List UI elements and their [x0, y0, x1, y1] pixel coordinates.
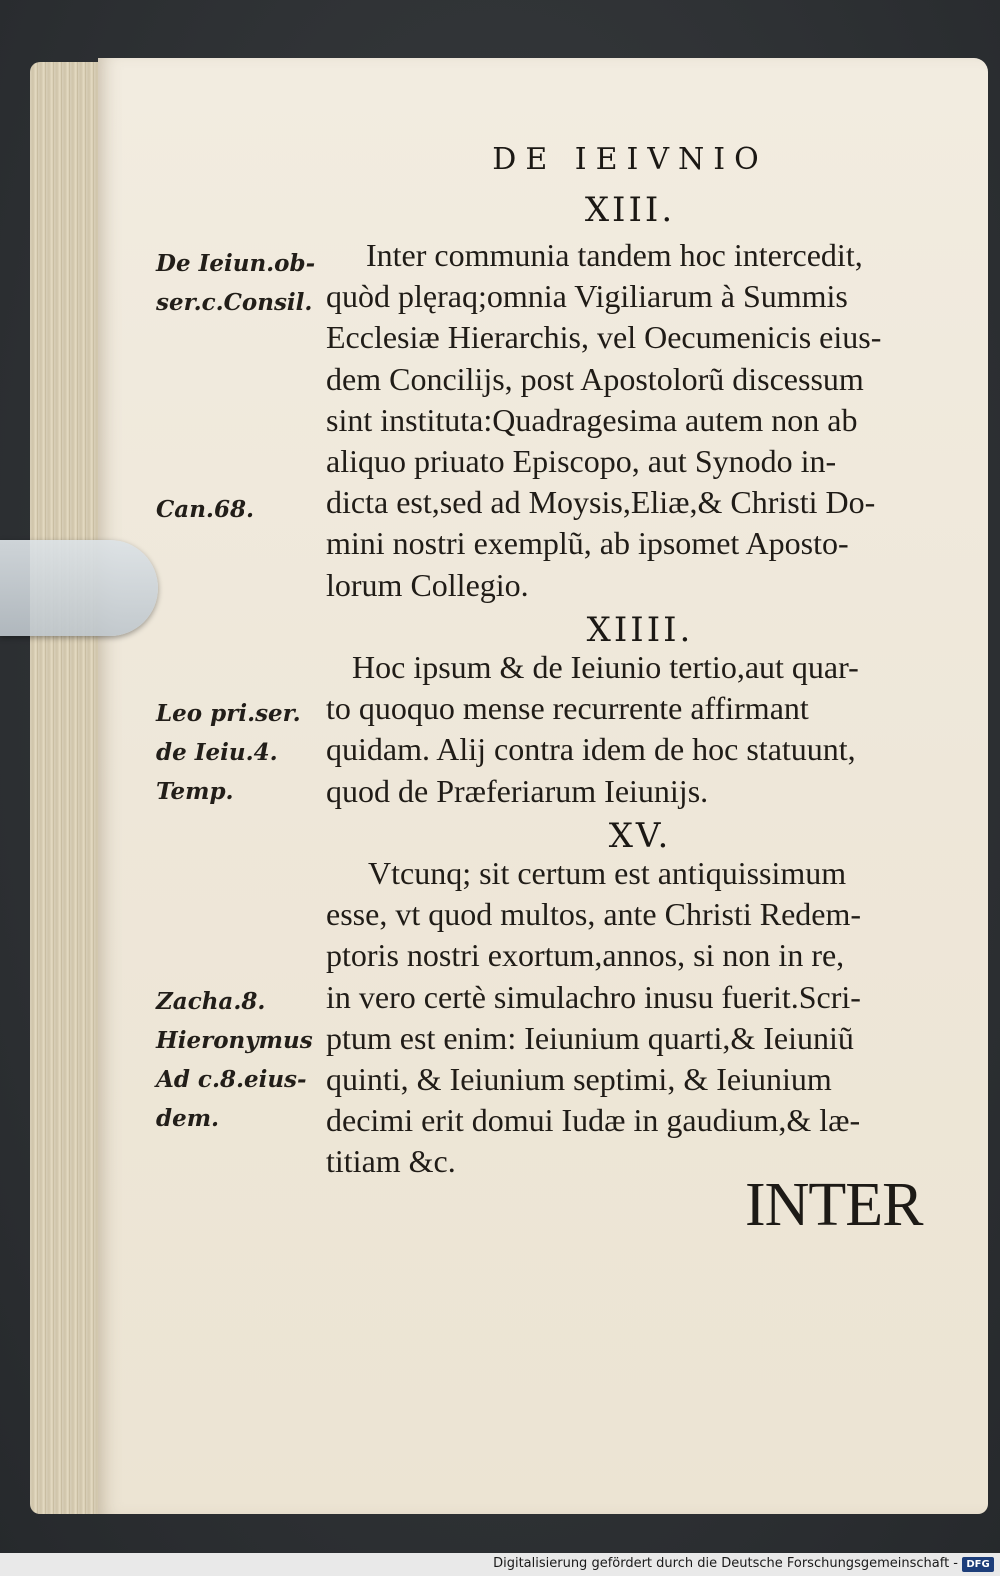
marginal-note-line: Zacha.8.	[156, 988, 266, 1015]
text-line: dem Concilijs, post Apostolorũ discessum	[326, 360, 864, 397]
marginal-note-line: dem.	[156, 1105, 220, 1132]
text-line: ptum est enim: Ieiunium quarti,& Ieiuniũ	[326, 1019, 854, 1056]
text-line: esse, vt quod multos, ante Christi Redem-	[326, 896, 862, 933]
section-number: XIIII.	[586, 610, 694, 650]
section-text	[326, 853, 956, 1183]
section-number: XV.	[608, 816, 672, 856]
text-line: in vero certè simulachro inusu fuerit.Scri-	[326, 978, 861, 1015]
text-line: Hoc ipsum & de Ieiunio tertio,aut quar-	[352, 649, 859, 685]
marginal-note-line: Temp.	[156, 778, 234, 805]
text-line: mini nostri exemplũ, ab ipsomet Aposto-	[326, 525, 849, 562]
marginal-note-line: De Ieiun.ob-	[156, 250, 316, 277]
text-line: quinti, & Ieiunium septimi, & Ieiunium	[326, 1061, 832, 1098]
marginal-note-line: Hieronymus	[156, 1027, 313, 1054]
text-line: Vtcunq; sit certum est antiquissimum	[368, 855, 847, 891]
text-line: titiam &c.	[326, 1143, 456, 1180]
marginal-note-line: ser.c.Consil.	[156, 289, 313, 316]
digitization-footer	[0, 1553, 1000, 1576]
text-line: lorum Collegio.	[326, 566, 529, 603]
marginal-note-line: Ad c.8.eius-	[156, 1066, 307, 1093]
funding-credit: Digitalisierung gefördert durch die Deutsche Forschungsgemeinschaft -	[493, 1556, 958, 1571]
marginal-note-line: de Ieiu.4.	[156, 739, 278, 766]
text-line: quod de Præferiarum Ieiunijs.	[326, 772, 709, 809]
marginal-note	[156, 982, 326, 1138]
text-line: aliquo priuato Episcopo, aut Synodo in-	[326, 443, 837, 480]
text-line: ptoris nostri exortum,annos, si non in re,	[326, 937, 845, 974]
text-line: sint instituta:Quadragesima autem non ab	[326, 401, 858, 438]
marginal-note-line: Leo pri.ser.	[156, 700, 301, 727]
text-line: to quoquo mense recurrente affirmant	[326, 690, 809, 727]
text-line: quidam. Alij contra idem de hoc statuunt,	[326, 731, 856, 768]
text-line: Inter communia tandem hoc intercedit,	[366, 237, 863, 273]
dfg-logo: DFG	[962, 1557, 994, 1572]
marginal-note	[156, 490, 326, 529]
running-header: DE IEIVNIO	[492, 142, 768, 177]
marginal-note	[156, 694, 326, 811]
catchword: INTER	[745, 1171, 923, 1239]
text-line: decimi erit domui Iudæ in gaudium,& læ-	[326, 1102, 861, 1139]
text-line: dicta est,sed ad Moysis,Eliæ,& Christi Do-	[326, 484, 876, 521]
section-text	[326, 235, 956, 606]
marginal-note-line: Can.68.	[156, 496, 254, 523]
section-text	[326, 647, 956, 812]
marginal-note	[156, 244, 326, 322]
text-line: quòd plęraq;omnia Vigiliarum à Summis	[326, 278, 848, 315]
section-number: XIII.	[584, 190, 676, 230]
text-line: Ecclesiæ Hierarchis, vel Oecumenicis eius-	[326, 319, 882, 356]
